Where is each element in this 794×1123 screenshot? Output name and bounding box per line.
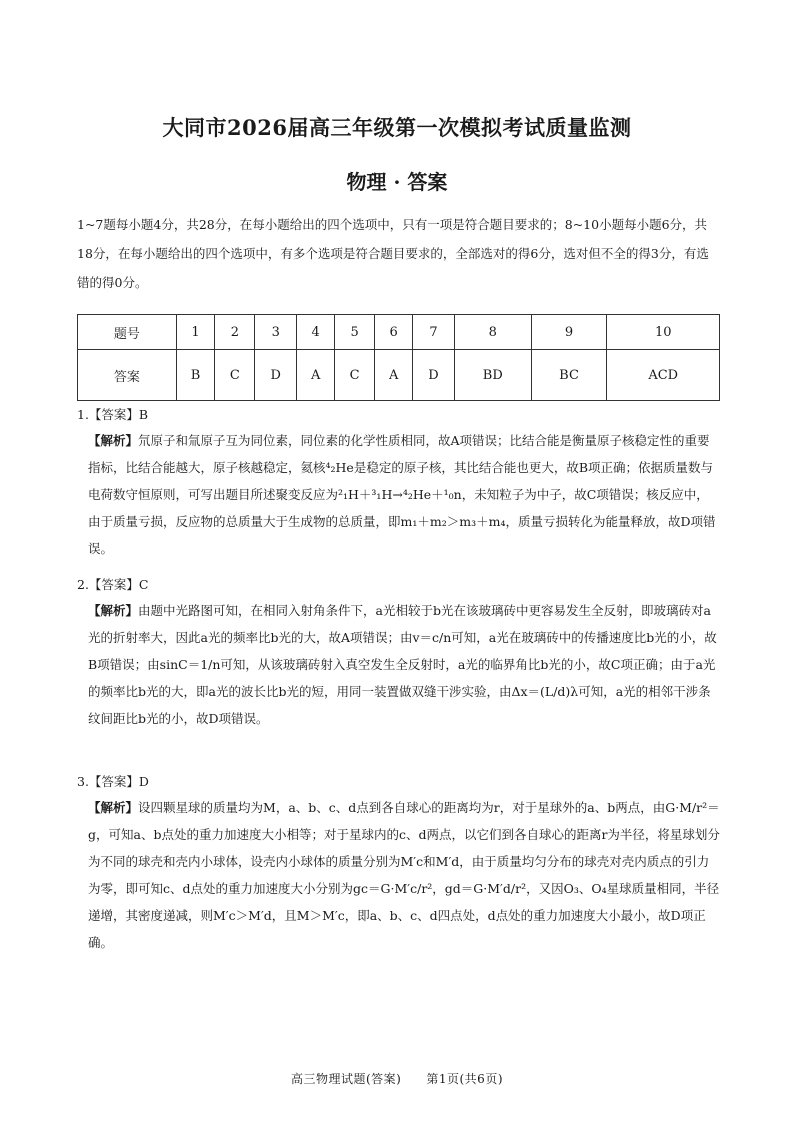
- analysis-text: 氘原子和氚原子互为同位素，同位素的化学性质相同，故A项错误；比结合能是衡量原子核稳定性的重要指标，比结合能越大，原子核越稳定，氦核⁴₂He是稳定的原子核，其比结合能也更大，故B项正确；依据质量数与电荷数守恒原则，可写出题目所述聚变反应为²₁H＋³₁H→⁴₂He＋¹₀n，未知粒子为中子，故C项错误；核反应中，由于质量亏损，反应物的总质量大于生成物的总质量，即m₁＋m₂＞m₃＋m₄，质量亏损转化为能量释放，故D项错误。: [88, 433, 716, 556]
- answer-cell: D: [255, 350, 297, 401]
- answer-cell: BC: [531, 350, 607, 401]
- question-1-analysis: [77, 427, 721, 562]
- question-number: 1: [176, 315, 215, 350]
- answer-cell: C: [335, 350, 375, 401]
- analysis-tag: 【解析】: [88, 800, 139, 815]
- question-2-explanation: [77, 575, 721, 732]
- question-1-answer-heading: 1.【答案】B: [77, 407, 149, 422]
- analysis-text: 由题中光路图可知，在相同入射角条件下，a光相较于b光在该玻璃砖中更容易发生全反射，即玻璃砖对a光的折射率大，因此a光的频率比b光的大，故A项错误；由v＝c/n可知，a光在玻璃砖中的传播速度比b光的小，故B项错误；由sinC＝1/n可知，从该玻璃砖射入真空发生全反射时，a光的临界角比b光的小，故C项正确；由于a光的频率比b光的大，即a光的波长比b光的短，用同一装置做双缝干涉实验，由Δx＝(L/d)λ可知，a光的相邻干涉条纹间距比b光的小，故D项错误。: [88, 603, 717, 726]
- question-number: 4: [297, 315, 335, 350]
- answer-table-number-row: [78, 315, 720, 350]
- question-number: 5: [335, 315, 375, 350]
- question-number: 7: [413, 315, 455, 350]
- page-footer: 高三物理试题(答案) 第1页(共6页): [291, 1072, 503, 1086]
- answer-cell: ACD: [607, 350, 720, 401]
- analysis-tag: 【解析】: [88, 603, 139, 618]
- question-number: 8: [454, 315, 531, 350]
- answer-table: [77, 314, 720, 401]
- question-number: 2: [215, 315, 255, 350]
- table-label-question-number: 题号: [78, 315, 177, 350]
- answer-table-answer-row: [78, 350, 720, 401]
- question-1-explanation: [77, 405, 721, 562]
- answer-cell: BD: [454, 350, 531, 401]
- analysis-tag: 【解析】: [88, 433, 139, 448]
- question-number: 9: [531, 315, 607, 350]
- answer-cell: D: [413, 350, 455, 401]
- question-number: 10: [607, 315, 720, 350]
- answer-cell: A: [375, 350, 413, 401]
- page-title: 大同市2026届高三年级第一次模拟考试质量监测: [162, 115, 632, 140]
- answer-cell: A: [297, 350, 335, 401]
- question-3-answer-heading: 3.【答案】D: [77, 774, 149, 789]
- answer-cell: C: [215, 350, 255, 401]
- question-2-answer-heading: 2.【答案】C: [77, 577, 149, 592]
- page-subtitle: 物理 · 答案: [346, 170, 448, 194]
- analysis-text: 设四颗星球的质量均为M，a、b、c、d点到各自球心的距离均为r，对于星球外的a、b两点，由G·M/r²＝g，可知a、b点处的重力加速度大小相等；对于星球内的c、d两点，以它们到各自球心的距离r为半径，将星球划分为不同的球壳和壳内小球体，设壳内小球体的质量分别为M′c和M′d，由于质量均匀分布的球壳对壳内质点的引力为零，即可知c、d点处的重力加速度大小分别为gc＝G·M′c/r²，gd＝G·M′d/r²，又因O₃、O₄星球质量相同，半径递增，其密度递减，则M′c＞M′d，且M＞M′c，即a、b、c、d四点处，d点处的重力加速度大小最小，故D项正确。: [88, 800, 720, 950]
- question-number: 6: [375, 315, 413, 350]
- question-3-explanation: [77, 772, 721, 956]
- table-label-answer: 答案: [78, 350, 177, 401]
- scoring-instructions: 1~7题每小题4分，共28分，在每小题给出的四个选项中，只有一项是符合题目要求的；8~10小题每小题6分，共18分，在每小题给出的四个选项中，有多个选项是符合题目要求的，全部选对的得6分，选对但不全的得3分，有选错的得0分。: [77, 217, 709, 290]
- question-2-analysis: [77, 597, 721, 732]
- answer-cell: B: [176, 350, 215, 401]
- question-number: 3: [255, 315, 297, 350]
- question-3-analysis: [77, 794, 721, 956]
